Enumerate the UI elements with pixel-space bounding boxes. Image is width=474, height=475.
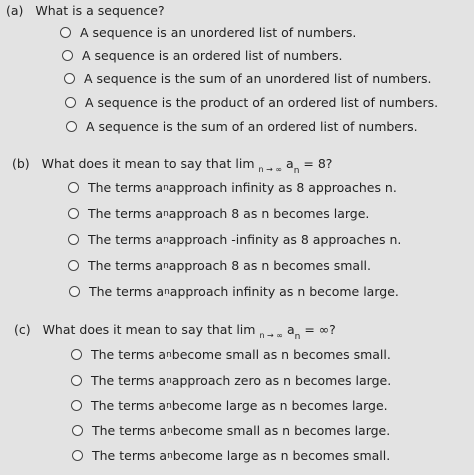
radio-button[interactable]	[68, 234, 79, 245]
question-a-letter: (a)	[6, 3, 24, 18]
option-label: become large as n becomes small.	[172, 448, 391, 463]
question-b-heading	[12, 156, 333, 176]
option-b-3[interactable]: The terms a n approach -infinity as 8 approaches n.	[68, 232, 401, 247]
option-term-prefix: The terms a	[88, 206, 164, 221]
option-c-3[interactable]: The terms a n become large as n becomes large.	[71, 398, 388, 413]
limit-subscript: n → ∞	[259, 331, 283, 340]
limit-subscript: n → ∞	[258, 165, 283, 174]
option-a-3[interactable]	[64, 71, 431, 86]
option-label: become large as n becomes large.	[171, 398, 388, 413]
option-label: A sequence is the sum of an unordered list of numbers.	[84, 71, 432, 86]
option-a-5[interactable]	[66, 119, 418, 134]
option-b-2[interactable]: The terms a n approach 8 as n becomes large.	[68, 206, 369, 221]
radio-button[interactable]	[60, 27, 71, 38]
question-c-end: = ∞?	[300, 322, 336, 337]
option-term-prefix: The terms a	[91, 347, 167, 362]
radio-button[interactable]	[72, 450, 83, 461]
option-label: become small as n becomes large.	[172, 423, 391, 438]
radio-button[interactable]	[71, 349, 82, 360]
question-b-text: What does it mean to say that lim	[41, 156, 255, 171]
option-label: become small as n becomes small.	[171, 347, 391, 362]
option-label: approach infinity as n become large.	[169, 284, 399, 299]
option-label: approach 8 as n becomes small.	[168, 258, 371, 273]
option-label: A sequence is an ordered list of numbers.	[82, 48, 343, 63]
option-term-prefix: The terms a	[91, 373, 167, 388]
option-c-4[interactable]: The terms a n become small as n becomes large.	[72, 423, 390, 438]
sequence-index: n	[294, 332, 301, 342]
question-a-text: What is a sequence?	[35, 3, 165, 18]
option-term-prefix: The terms a	[91, 398, 167, 413]
question-c-letter: (c)	[14, 322, 31, 337]
question-c-heading	[14, 322, 336, 342]
radio-button[interactable]	[71, 375, 82, 386]
option-b-4[interactable]: The terms a n approach 8 as n becomes small.	[68, 258, 371, 273]
radio-button[interactable]	[64, 73, 75, 84]
option-c-1[interactable]: The terms a n become small as n becomes small.	[71, 347, 391, 362]
sequence-a: a	[286, 322, 295, 337]
option-label: approach zero as n becomes large.	[171, 373, 392, 388]
option-term-prefix: The terms a	[88, 232, 164, 247]
question-b-letter: (b)	[12, 156, 30, 171]
radio-button[interactable]	[68, 260, 79, 271]
option-term-prefix: The terms a	[88, 180, 164, 195]
radio-button[interactable]	[66, 121, 77, 132]
radio-button[interactable]	[68, 208, 79, 219]
option-b-1[interactable]: The terms a n approach infinity as 8 approaches n.	[68, 180, 397, 195]
option-label: approach infinity as 8 approaches n.	[168, 180, 397, 195]
option-term-prefix: The terms a	[88, 258, 164, 273]
sequence-a: a	[286, 156, 294, 171]
option-label: A sequence is the product of an ordered list of numbers.	[85, 95, 439, 110]
option-label: approach -infinity as 8 approaches n.	[168, 232, 402, 247]
option-a-2[interactable]	[62, 48, 343, 63]
radio-button[interactable]	[71, 400, 82, 411]
radio-button[interactable]	[72, 425, 83, 436]
question-a-heading	[6, 3, 165, 18]
radio-button[interactable]	[68, 182, 79, 193]
option-c-2[interactable]: The terms a n approach zero as n becomes large.	[71, 373, 391, 388]
radio-button[interactable]	[69, 286, 80, 297]
question-c-text: What does it mean to say that lim	[42, 322, 256, 337]
option-a-4[interactable]	[65, 95, 438, 110]
radio-button[interactable]	[62, 50, 73, 61]
option-term-prefix: The terms a	[92, 423, 168, 438]
option-label: A sequence is an unordered list of numbers.	[80, 25, 357, 40]
option-term-prefix: The terms a	[89, 284, 165, 299]
option-c-5[interactable]: The terms a n become large as n becomes small.	[72, 448, 390, 463]
radio-button[interactable]	[65, 97, 76, 108]
question-b-end: = 8?	[299, 156, 333, 171]
option-term-prefix: The terms a	[92, 448, 168, 463]
option-a-1[interactable]	[60, 25, 356, 40]
sequence-index: n	[293, 166, 300, 176]
option-b-5[interactable]: The terms a n approach infinity as n become large.	[69, 284, 399, 299]
option-label: approach 8 as n becomes large.	[168, 206, 370, 221]
option-label: A sequence is the sum of an ordered list of numbers.	[86, 119, 418, 134]
